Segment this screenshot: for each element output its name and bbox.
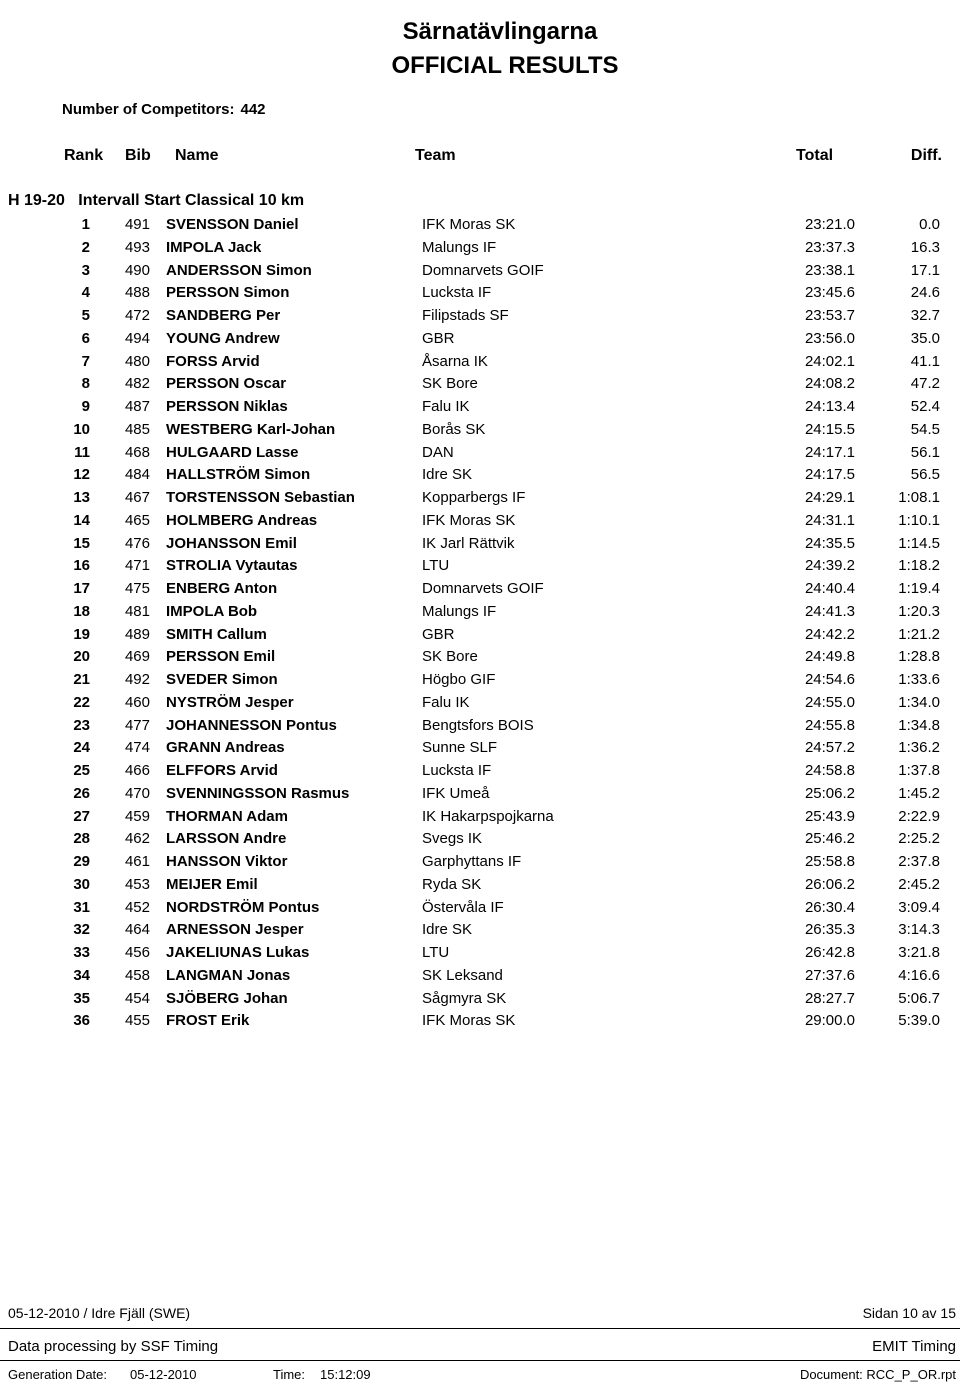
cell-name: SMITH Callum: [166, 625, 267, 643]
cell-diff: 3:21.8: [898, 944, 940, 961]
table-row: [0, 464, 960, 487]
cell-rank: 4: [81, 284, 90, 302]
cell-rank: 25: [73, 762, 90, 779]
cell-total: 24:02.1: [804, 352, 855, 370]
cell-total: 29:00.0: [804, 1012, 855, 1030]
cell-name: PERSSON Emil: [166, 648, 276, 666]
competitors-count: 442: [240, 101, 266, 118]
cell-bib: 464: [124, 921, 150, 939]
cell-name: TORSTENSSON Sebastian: [166, 489, 355, 506]
cell-bib: 493: [124, 238, 150, 256]
cell-name: SVENSSON Daniel: [166, 216, 299, 233]
table-row: [0, 555, 960, 578]
cell-bib: 461: [124, 853, 150, 870]
cell-team: LTU: [422, 944, 450, 961]
cell-bib: 472: [124, 307, 150, 324]
cell-team: Idre SK: [422, 921, 473, 939]
cell-bib: 477: [124, 716, 150, 734]
cell-bib: 491: [124, 216, 150, 233]
table-row: [0, 442, 960, 465]
cell-total: 23:53.7: [804, 307, 855, 324]
cell-name: IMPOLA Jack: [166, 238, 262, 256]
table-row: [0, 351, 960, 374]
cell-total: 24:08.2: [804, 375, 855, 393]
table-row: [0, 942, 960, 965]
cell-total: 24:13.4: [804, 398, 855, 415]
cell-rank: 23: [73, 716, 90, 734]
cell-diff: 41.1: [910, 352, 940, 370]
cell-bib: 468: [124, 443, 150, 461]
cell-team: GBR: [422, 625, 455, 643]
table-row: [0, 282, 960, 305]
cell-team: IFK Moras SK: [422, 1012, 516, 1030]
cell-diff: 56.1: [910, 443, 940, 461]
cell-bib: 465: [124, 511, 150, 529]
cell-total: 24:54.6: [804, 671, 855, 688]
cell-diff: 1:14.5: [898, 534, 940, 552]
cell-name: YOUNG Andrew: [166, 329, 280, 347]
cell-total: 23:45.6: [804, 284, 855, 302]
table-row: [0, 988, 960, 1011]
footer-date-place: 05-12-2010 / Idre Fjäll (SWE): [8, 1305, 191, 1321]
cell-bib: 480: [124, 352, 150, 370]
table-row: [0, 1010, 960, 1033]
cell-rank: 14: [73, 511, 90, 529]
cell-name: LANGMAN Jonas: [166, 966, 291, 984]
cell-bib: 481: [124, 602, 150, 620]
cell-rank: 30: [73, 875, 90, 893]
table-row: [0, 851, 960, 874]
section-title: H 19-20 Intervall Start Classical 10 km: [8, 192, 305, 209]
cell-bib: 466: [124, 762, 150, 779]
cell-team: Garphyttans IF: [422, 853, 522, 870]
table-row: [0, 919, 960, 942]
cell-team: Ryda SK: [422, 875, 482, 893]
cell-total: 23:38.1: [804, 261, 855, 279]
cell-name: HULGAARD Lasse: [166, 443, 299, 461]
footer-time-label: Time:: [273, 1367, 306, 1382]
cell-diff: 16.3: [910, 238, 940, 256]
cell-bib: 474: [124, 739, 150, 757]
cell-team: Malungs IF: [422, 238, 497, 256]
cell-team: SK Bore: [422, 375, 478, 393]
cell-rank: 10: [73, 420, 90, 438]
cell-rank: 11: [74, 443, 90, 461]
cell-bib: 489: [124, 625, 150, 643]
cell-team: SK Bore: [422, 648, 478, 666]
table-row: [0, 965, 960, 988]
cell-name: PERSSON Simon: [166, 284, 290, 302]
cell-total: 24:57.2: [804, 739, 855, 757]
header-team: Team: [415, 147, 456, 164]
cell-rank: 5: [81, 307, 90, 324]
cell-team: IK Jarl Rättvik: [422, 534, 515, 552]
cell-name: ARNESSON Jesper: [166, 921, 304, 939]
table-row: [0, 897, 960, 920]
header-diff: Diff.: [910, 147, 942, 164]
cell-bib: 484: [124, 466, 150, 484]
cell-rank: 7: [81, 352, 90, 370]
table-row: [0, 646, 960, 669]
cell-diff: 1:45.2: [898, 784, 940, 802]
cell-rank: 16: [73, 557, 90, 575]
header-name: Name: [175, 147, 219, 164]
cell-team: DAN: [422, 443, 454, 461]
cell-team: IK Hakarpspojkarna: [422, 807, 554, 825]
cell-bib: 460: [124, 693, 150, 711]
competitors-label: Number of Competitors:: [62, 101, 235, 118]
cell-total: 24:15.5: [804, 420, 855, 438]
cell-bib: 488: [124, 284, 150, 302]
table-row: [0, 601, 960, 624]
cell-bib: 456: [124, 944, 150, 961]
cell-team: Lucksta IF: [422, 284, 492, 302]
cell-team: Domnarvets GOIF: [422, 580, 544, 597]
cell-rank: 33: [73, 944, 90, 961]
cell-diff: 35.0: [910, 329, 940, 347]
cell-diff: 54.5: [910, 420, 940, 438]
table-row: [0, 874, 960, 897]
cell-total: 25:58.8: [804, 853, 855, 870]
cell-total: 24:55.8: [804, 716, 855, 734]
table-row: [0, 692, 960, 715]
footer-divider-bottom: [0, 1360, 960, 1361]
cell-rank: 19: [73, 625, 90, 643]
cell-rank: 15: [73, 534, 90, 552]
table-row: [0, 578, 960, 601]
cell-name: ENBERG Anton: [166, 580, 278, 597]
table-row: [0, 624, 960, 647]
cell-total: 24:17.1: [804, 443, 855, 461]
cell-diff: 1:28.8: [898, 648, 940, 666]
cell-bib: 467: [124, 489, 150, 506]
cell-rank: 29: [73, 853, 90, 870]
table-row: [0, 396, 960, 419]
footer-data-processing: Data processing by SSF Timing: [8, 1338, 219, 1355]
footer-generation-label: Generation Date:: [8, 1367, 108, 1382]
table-row: [0, 783, 960, 806]
cell-rank: 32: [73, 921, 90, 939]
cell-diff: 1:34.0: [898, 693, 940, 711]
cell-bib: 485: [124, 420, 150, 438]
cell-rank: 20: [73, 648, 90, 666]
cell-rank: 2: [81, 238, 90, 256]
cell-bib: 469: [124, 648, 150, 666]
cell-rank: 24: [73, 739, 90, 757]
cell-rank: 27: [73, 807, 90, 825]
cell-diff: 1:10.1: [898, 511, 940, 529]
cell-bib: 490: [124, 261, 150, 279]
cell-team: Domnarvets GOIF: [422, 261, 544, 279]
cell-name: IMPOLA Bob: [166, 602, 258, 620]
cell-diff: 2:22.9: [898, 807, 940, 825]
cell-total: 24:17.5: [804, 466, 855, 484]
table-row: [0, 419, 960, 442]
cell-diff: 24.6: [910, 284, 940, 302]
table-row: [0, 806, 960, 829]
cell-bib: 471: [124, 557, 150, 575]
cell-total: 28:27.7: [804, 989, 855, 1007]
cell-total: 24:40.4: [804, 580, 855, 597]
cell-total: 24:39.2: [804, 557, 855, 575]
cell-diff: 1:18.2: [898, 557, 940, 575]
cell-name: SJÖBERG Johan: [166, 989, 288, 1007]
cell-diff: 0.0: [919, 216, 940, 233]
table-row: [0, 373, 960, 396]
cell-rank: 12: [73, 466, 90, 484]
table-row: [0, 237, 960, 260]
cell-bib: 476: [124, 534, 150, 552]
cell-name: SANDBERG Per: [166, 307, 281, 324]
cell-diff: 1:21.2: [898, 625, 940, 643]
results-table: [0, 214, 960, 1033]
cell-name: GRANN Andreas: [166, 739, 285, 757]
cell-total: 26:30.4: [804, 898, 855, 916]
cell-total: 24:31.1: [804, 511, 855, 529]
cell-diff: 32.7: [910, 307, 940, 324]
cell-diff: 1:34.8: [898, 716, 940, 734]
cell-team: Sågmyra SK: [422, 989, 507, 1007]
table-row: [0, 260, 960, 283]
footer-page-number: Sidan 10 av 15: [862, 1305, 956, 1321]
cell-name: STROLIA Vytautas: [166, 557, 298, 575]
cell-total: 25:46.2: [804, 830, 855, 848]
cell-diff: 1:19.4: [898, 580, 940, 597]
cell-name: LARSSON Andre: [166, 830, 287, 848]
cell-name: MEIJER Emil: [166, 875, 258, 893]
table-row: [0, 669, 960, 692]
table-row: [0, 737, 960, 760]
footer-timing: EMIT Timing: [872, 1338, 956, 1355]
cell-bib: 458: [124, 966, 150, 984]
cell-team: Sunne SLF: [422, 739, 498, 757]
cell-diff: 3:09.4: [898, 898, 940, 916]
cell-bib: 492: [124, 671, 150, 688]
cell-diff: 4:16.6: [898, 966, 940, 984]
cell-bib: 459: [124, 807, 150, 825]
cell-total: 27:37.6: [804, 966, 855, 984]
cell-team: GBR: [422, 329, 455, 347]
cell-total: 24:29.1: [804, 489, 855, 506]
cell-team: Högbo GIF: [422, 671, 496, 688]
cell-rank: 21: [73, 671, 90, 688]
cell-team: Lucksta IF: [422, 762, 492, 779]
cell-name: THORMAN Adam: [166, 807, 288, 825]
cell-rank: 31: [73, 898, 90, 916]
cell-rank: 6: [81, 329, 90, 347]
footer-divider-top: [0, 1328, 960, 1329]
cell-name: JOHANNESSON Pontus: [166, 716, 337, 734]
cell-name: JAKELIUNAS Lukas: [166, 944, 310, 961]
footer-document: Document: RCC_P_OR.rpt: [799, 1367, 956, 1382]
cell-rank: 28: [73, 830, 90, 848]
cell-diff: 1:37.8: [898, 762, 940, 779]
cell-name: JOHANSSON Emil: [166, 534, 297, 552]
cell-total: 25:43.9: [804, 807, 855, 825]
cell-team: LTU: [422, 557, 450, 575]
cell-name: NYSTRÖM Jesper: [166, 693, 294, 711]
cell-total: 23:21.0: [804, 216, 855, 233]
cell-name: NORDSTRÖM Pontus: [166, 898, 320, 916]
cell-total: 24:58.8: [804, 762, 855, 779]
cell-diff: 56.5: [910, 466, 940, 484]
cell-team: Östervåla IF: [422, 898, 504, 916]
cell-diff: 5:06.7: [898, 989, 940, 1007]
cell-diff: 1:20.3: [898, 602, 940, 620]
cell-diff: 2:45.2: [898, 875, 940, 893]
cell-total: 25:06.2: [804, 784, 855, 802]
cell-diff: 1:33.6: [898, 671, 940, 688]
table-row: [0, 533, 960, 556]
cell-team: SK Leksand: [422, 966, 503, 984]
cell-bib: 475: [124, 580, 150, 597]
cell-bib: 462: [124, 830, 150, 848]
footer-generation-date: 05-12-2010: [130, 1367, 197, 1382]
cell-total: 26:35.3: [804, 921, 855, 939]
table-row: [0, 214, 960, 237]
page-title: Särnatävlingarna: [402, 18, 598, 45]
cell-name: SVEDER Simon: [166, 671, 278, 688]
cell-diff: 47.2: [910, 375, 940, 393]
cell-team: Filipstads SF: [422, 307, 509, 324]
cell-rank: 3: [81, 261, 90, 279]
cell-rank: 8: [81, 375, 90, 393]
table-row: [0, 715, 960, 738]
cell-total: 24:35.5: [804, 534, 855, 552]
cell-rank: 17: [73, 580, 90, 597]
cell-team: Svegs IK: [422, 830, 483, 848]
table-row: [0, 305, 960, 328]
cell-diff: 17.1: [910, 261, 940, 279]
cell-diff: 2:25.2: [898, 830, 940, 848]
header-rank: Rank: [64, 147, 104, 164]
cell-bib: 454: [124, 989, 150, 1007]
cell-bib: 455: [124, 1012, 150, 1030]
cell-name: ANDERSSON Simon: [166, 261, 312, 279]
cell-rank: 9: [81, 398, 90, 415]
cell-diff: 1:36.2: [898, 739, 940, 757]
cell-name: SVENNINGSSON Rasmus: [166, 784, 350, 802]
table-row: [0, 510, 960, 533]
cell-team: IFK Moras SK: [422, 511, 516, 529]
cell-team: Åsarna IK: [422, 352, 488, 370]
cell-team: Falu IK: [422, 398, 470, 415]
header-bib: Bib: [125, 147, 151, 164]
cell-rank: 34: [73, 966, 90, 984]
cell-name: PERSSON Oscar: [166, 375, 287, 393]
cell-diff: 3:14.3: [898, 921, 940, 939]
cell-name: HOLMBERG Andreas: [166, 511, 318, 529]
cell-rank: 36: [73, 1012, 90, 1030]
cell-bib: 452: [124, 898, 150, 916]
cell-rank: 13: [73, 489, 90, 506]
table-row: [0, 487, 960, 510]
cell-total: 24:49.8: [804, 648, 855, 666]
cell-name: FORSS Arvid: [166, 352, 260, 370]
cell-rank: 22: [73, 693, 90, 711]
cell-name: WESTBERG Karl-Johan: [166, 420, 336, 438]
cell-total: 26:06.2: [804, 875, 855, 893]
cell-rank: 1: [81, 216, 90, 233]
table-row: [0, 328, 960, 351]
cell-rank: 18: [73, 602, 90, 620]
cell-diff: 1:08.1: [898, 489, 940, 506]
cell-total: 23:37.3: [804, 238, 855, 256]
cell-bib: 494: [124, 329, 150, 347]
cell-team: Borås SK: [422, 420, 486, 438]
cell-team: IFK Umeå: [422, 784, 490, 802]
cell-bib: 482: [124, 375, 150, 393]
cell-team: Kopparbergs IF: [422, 489, 526, 506]
cell-bib: 487: [124, 398, 150, 415]
cell-team: Bengtsfors BOIS: [422, 716, 534, 734]
cell-diff: 2:37.8: [898, 853, 940, 870]
cell-diff: 52.4: [910, 398, 940, 415]
table-row: [0, 828, 960, 851]
cell-name: ELFFORS Arvid: [166, 762, 278, 779]
cell-total: 23:56.0: [804, 329, 855, 347]
cell-bib: 453: [124, 875, 150, 893]
cell-team: Falu IK: [422, 693, 470, 711]
table-row: [0, 760, 960, 783]
cell-diff: 5:39.0: [898, 1012, 940, 1030]
cell-name: HALLSTRÖM Simon: [166, 466, 311, 484]
footer-time-value: 15:12:09: [320, 1367, 371, 1382]
cell-team: IFK Moras SK: [422, 216, 516, 233]
competitors-info: [62, 101, 266, 118]
cell-team: Malungs IF: [422, 602, 497, 620]
header-total: Total: [796, 147, 834, 164]
cell-total: 24:42.2: [804, 625, 855, 643]
cell-name: HANSSON Viktor: [166, 853, 288, 870]
cell-total: 24:41.3: [804, 602, 855, 620]
cell-total: 24:55.0: [804, 693, 855, 711]
cell-total: 26:42.8: [804, 944, 855, 961]
cell-team: Idre SK: [422, 466, 473, 484]
cell-rank: 26: [73, 784, 90, 802]
cell-name: PERSSON Niklas: [166, 398, 288, 415]
cell-rank: 35: [73, 989, 90, 1007]
cell-name: FROST Erik: [166, 1012, 250, 1030]
page-subtitle: OFFICIAL RESULTS: [391, 52, 619, 79]
cell-bib: 470: [124, 784, 150, 802]
